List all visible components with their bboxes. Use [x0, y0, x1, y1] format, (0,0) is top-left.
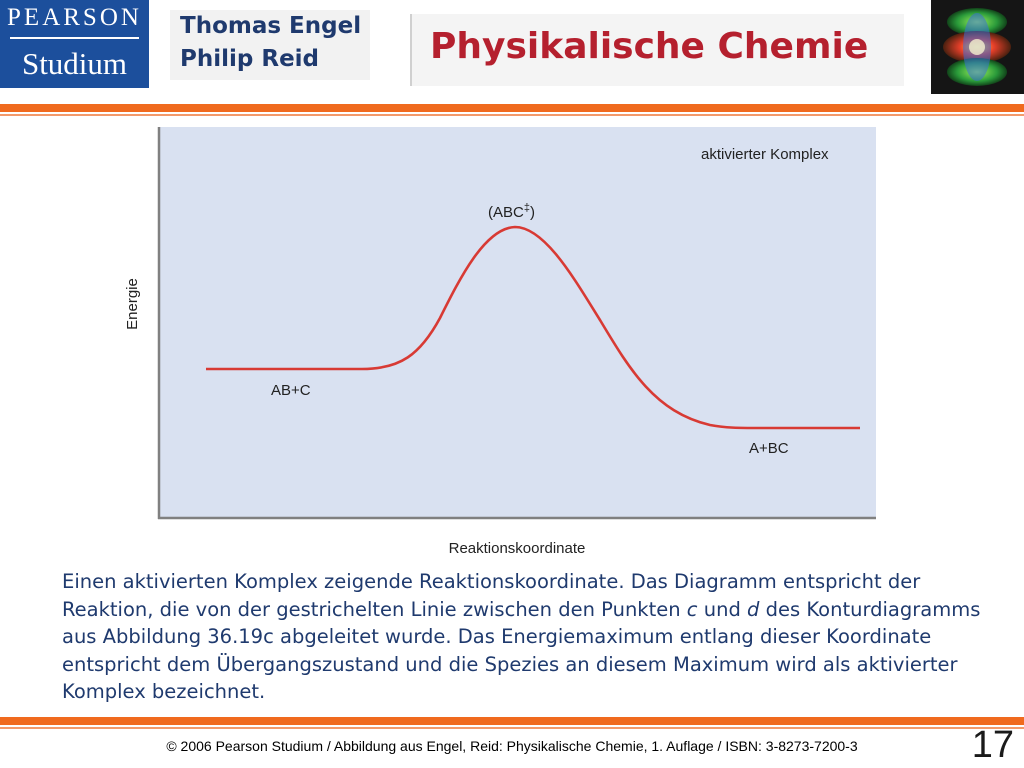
transition-state-superscript: ‡ — [523, 202, 530, 214]
caption-part-1: Einen aktivierten Komplex zeigende Reaktionskoordinate. Das Diagramm entspricht der Reaktion, die von der gestrichelten Linie zwischen den Punkten — [62, 570, 921, 621]
caption-point-d: d — [747, 597, 760, 621]
transition-state-close: ) — [529, 204, 535, 221]
caption-part-3: des Konturdiagramms aus Abbildung 36.19c abgeleitet wurde. Das Energiemaximum entlang dieser Koordinate entspricht dem Übergangszustand und die Spezies an diesem Maximum wird als aktivierter Komplex bezeichnet. — [62, 597, 981, 703]
figure-caption — [62, 568, 992, 706]
logo-studium-text: Studium — [21, 46, 128, 81]
x-axis-label: Reaktionskoordinate — [448, 540, 586, 557]
activated-complex-label: aktivierter Komplex — [701, 146, 829, 163]
transition-state-text: (ABC — [488, 204, 524, 221]
plot-area — [160, 127, 876, 518]
caption-point-c: c — [686, 597, 698, 621]
logo-pearson-text: PEARSON — [7, 4, 142, 31]
products-label: A+BC — [749, 440, 789, 457]
author-reid: Philip Reid — [180, 46, 320, 72]
y-axis-label: Energie — [124, 278, 141, 330]
caption-part-2: und — [697, 597, 748, 621]
footer-divider — [0, 717, 1024, 725]
book-title: Physikalische Chemie — [430, 26, 869, 67]
author-engel: Thomas Engel — [180, 13, 362, 39]
page-number: 17 — [971, 724, 1014, 766]
footer-thin-divider — [0, 727, 1024, 729]
footer-copyright: © 2006 Pearson Studium / Abbildung aus Engel, Reid: Physikalische Chemie, 1. Auflage / ISBN: 3-8273-7200-3 — [166, 738, 858, 754]
reactants-label: AB+C — [271, 382, 311, 399]
